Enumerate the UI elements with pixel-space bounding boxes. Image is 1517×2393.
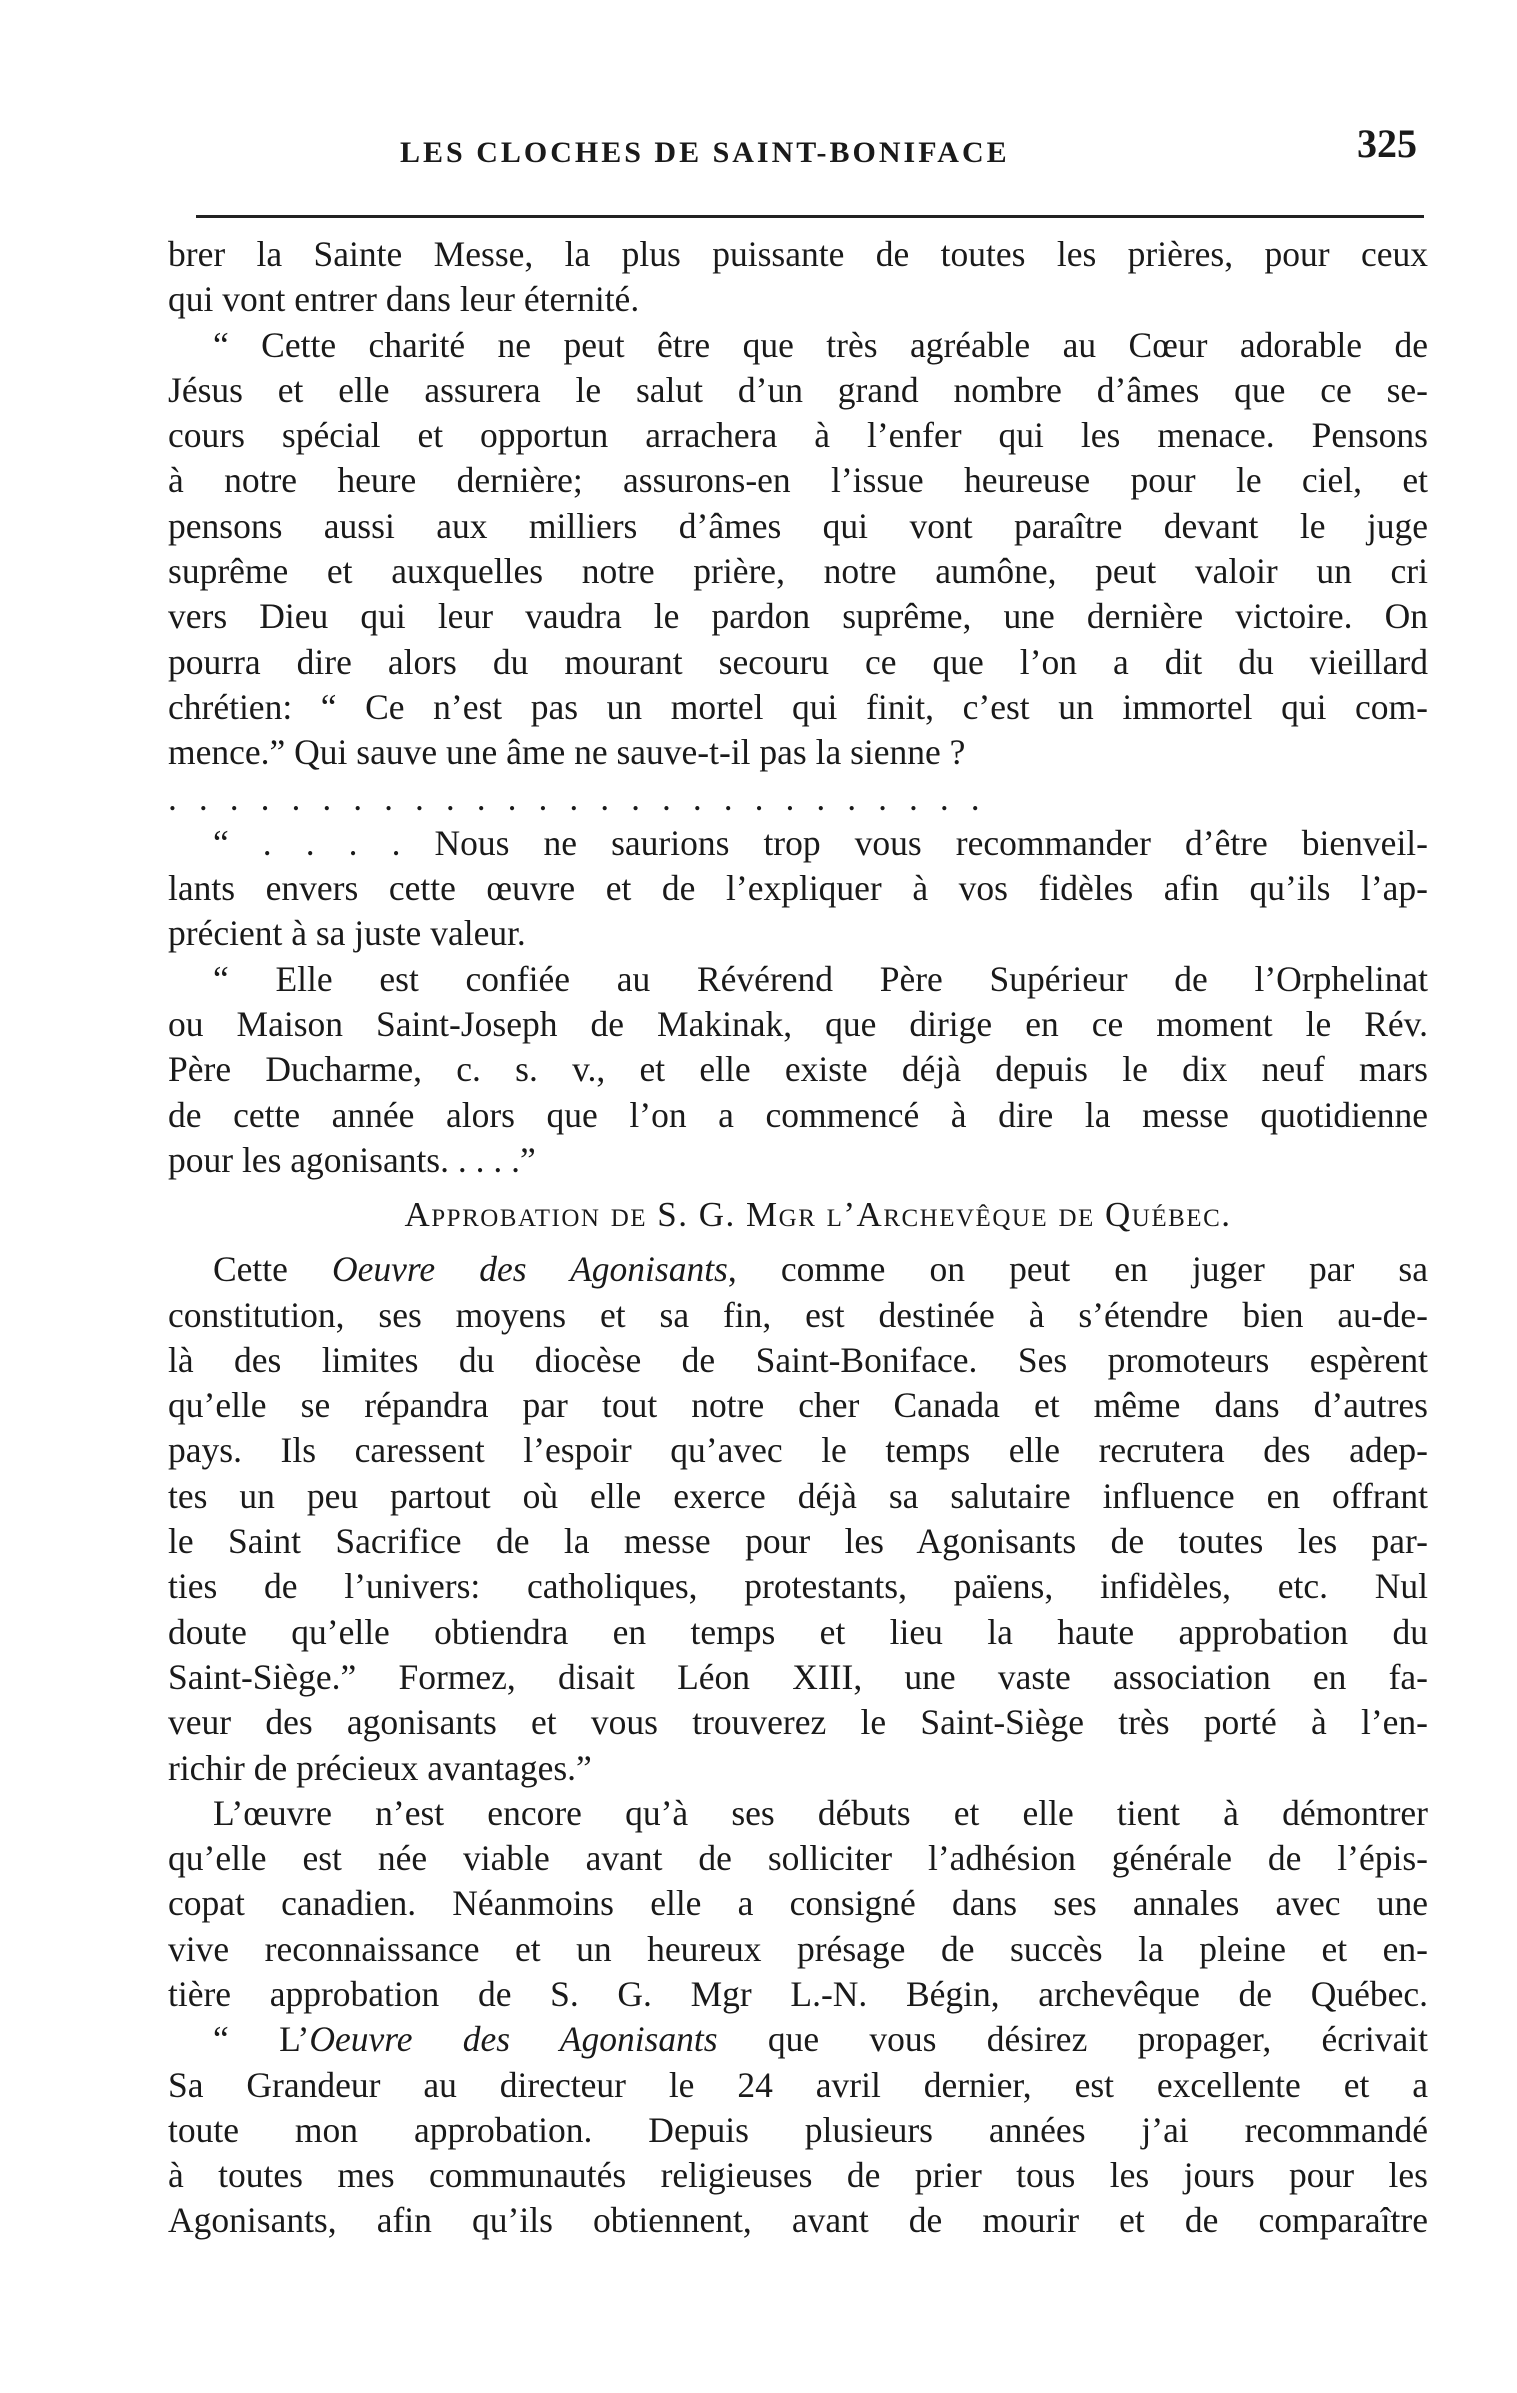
text-line: “ . . . . Nous ne saurions trop vous recommander d’être bienveil- (213, 822, 1428, 863)
text-line: qu’elle est née viable avant de solliciter l’adhésion générale de l’épis- (168, 1838, 1428, 1879)
text-line: là des limites du diocèse de Saint-Boniface. Ses promoteurs espèrent (168, 1339, 1428, 1380)
text-line: pensons aussi aux milliers d’âmes qui vont paraître devant le juge (168, 505, 1428, 546)
text-line: suprême et auxquelles notre prière, notre aumône, peut valoir un cri (168, 551, 1428, 592)
text-line: chrétien: “ Ce n’est pas un mortel qui finit, c’est un immortel qui com- (168, 686, 1428, 727)
work-title: Oeuvre des Agonisants (332, 1249, 728, 1290)
text-line: “ L’Oeuvre des Agonisants que vous désirez propager, écrivait (213, 2019, 1428, 2060)
section-heading: Approbation de S. G. Mgr l’Archevêque de Québec. (404, 1195, 1232, 1235)
text-line: pays. Ils caressent l’espoir qu’avec le temps elle recrutera des adep- (168, 1430, 1428, 1471)
text-block-1 (168, 232, 1428, 1183)
text-line: Sa Grandeur au directeur le 24 avril dernier, est excellente et a (168, 2064, 1428, 2105)
text-line: cours spécial et opportun arrachera à l’enfer qui les menace. Pensons (168, 415, 1428, 456)
text-line: qui vont entrer dans leur éternité. (168, 279, 640, 320)
text-line: lants envers cette œuvre et de l’expliquer à vos fidèles afin qu’ils l’ap- (168, 868, 1428, 909)
text-line: veur des agonisants et vous trouverez le Saint-Siège très porté à l’en- (168, 1702, 1428, 1743)
text-line: constitution, ses moyens et sa fin, est destinée à s’étendre bien au-de- (168, 1294, 1428, 1335)
text-line: L’œuvre n’est encore qu’à ses débuts et elle tient à démontrer (213, 1792, 1428, 1833)
body-text (168, 232, 1428, 2244)
text-line: “ Cette charité ne peut être que très agréable au Cœur adorable de (213, 324, 1428, 365)
header-rule (196, 215, 1424, 218)
text-line: brer la Sainte Messe, la plus puissante de toutes les prières, pour ceux (168, 234, 1428, 274)
text-line: doute qu’elle obtiendra en temps et lieu la haute approbation du (168, 1611, 1428, 1652)
text-line: vive reconnaissance et un heureux présage de succès la pleine et en- (168, 1928, 1428, 1969)
text-line: Saint-Siège.” Formez, disait Léon XIII, une vaste association en fa- (168, 1656, 1428, 1697)
text-line: à toutes mes communautés religieuses de prier tous les jours pour les (168, 2155, 1428, 2196)
text-line: tes un peu partout où elle exerce déjà sa salutaire influence en offrant (168, 1475, 1428, 1516)
text-line: Cette Oeuvre des Agonisants, comme on peut en juger par sa (213, 1249, 1428, 1290)
text-line: Père Ducharme, c. s. v., et elle existe déjà depuis le dix neuf mars (168, 1049, 1428, 1090)
text-line: Agonisants, afin qu’ils obtiennent, avant de mourir et de comparaître (168, 2200, 1428, 2241)
text-line: ou Maison Saint-Joseph de Makinak, que dirige en ce moment le Rév. (168, 1004, 1428, 1045)
text-line: le Saint Sacrifice de la messe pour les Agonisants de toutes les par- (168, 1521, 1428, 1562)
text-line: “ Elle est confiée au Révérend Père Supérieur de l’Orphelinat (213, 958, 1428, 999)
text-line: tière approbation de S. G. Mgr L.-N. Bégin, archevêque de Québec. (168, 1973, 1428, 2014)
text-line: de cette année alors que l’on a commencé à dire la messe quotidienne (168, 1094, 1428, 1135)
text-line: Jésus et elle assurera le salut d’un grand nombre d’âmes que ce se- (168, 369, 1428, 410)
text-block-2 (168, 1247, 1428, 2244)
text-line: qu’elle se répandra par tout notre cher Canada et même dans d’autres (168, 1385, 1428, 1426)
text-line: ........................... (168, 777, 1002, 818)
text-line: copat canadien. Néanmoins elle a consigné dans ses annales avec une (168, 1883, 1428, 1924)
page-number: 325 (1357, 121, 1417, 166)
text-line: pour les agonisants. . . . .” (168, 1139, 536, 1180)
text-line: toute mon approbation. Depuis plusieurs années j’ai recommandé (168, 2109, 1428, 2150)
text-line: ties de l’univers: catholiques, protestants, païens, infidèles, etc. Nul (168, 1566, 1428, 1607)
running-title: LES CLOCHES DE SAINT-BONIFACE (400, 136, 1010, 169)
text-line: précient à sa juste valeur. (168, 913, 526, 954)
text-line: mence.” Qui sauve une âme ne sauve-t-il pas la sienne ? (168, 732, 966, 773)
text-line: richir de précieux avantages.” (168, 1747, 592, 1788)
text-line: à notre heure dernière; assurons-en l’issue heureuse pour le ciel, et (168, 460, 1428, 501)
work-title: Oeuvre des Agonisants (309, 2019, 718, 2060)
text-line: vers Dieu qui leur vaudra le pardon suprême, une dernière victoire. On (168, 596, 1428, 637)
page-header (176, 118, 1417, 188)
text-line: pourra dire alors du mourant secouru ce que l’on a dit du vieillard (168, 641, 1428, 682)
